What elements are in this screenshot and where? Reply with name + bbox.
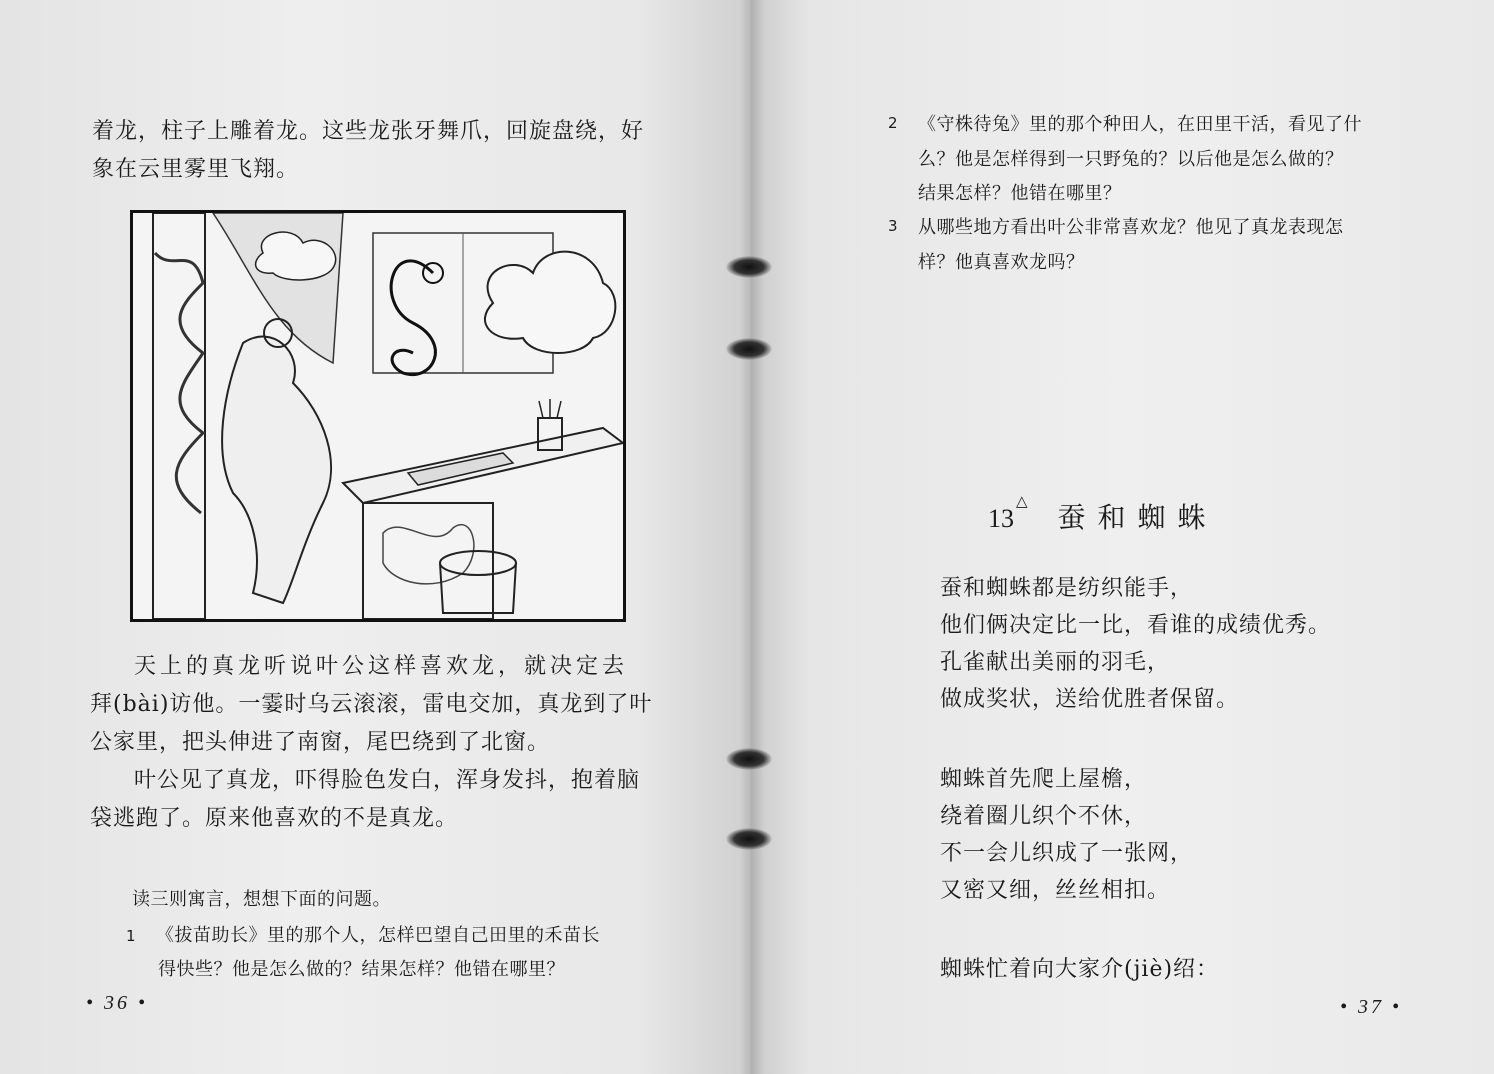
book-gutter [740, 0, 764, 1074]
pillar-dragon-carving [155, 253, 203, 513]
stool-top [440, 551, 516, 575]
question-3-number: 3 [888, 217, 898, 235]
stanza-1-line-4: 做成奖状，送给优胜者保留。 [940, 687, 1240, 712]
stanza-1-line-1: 蚕和蜘蛛都是纺织能手， [940, 576, 1194, 601]
lesson-title-text: 蚕和蜘蛛 [1057, 501, 1218, 534]
illustration-drawing [133, 213, 623, 619]
cloud-large [485, 252, 615, 353]
stanza-2-line-4: 又密又细，丝丝相扣。 [940, 878, 1171, 903]
page-number-left: • 36 • [86, 992, 149, 1014]
question-1-line-2: 得快些？他是怎么做的？结果怎样？他错在哪里？ [158, 959, 565, 980]
stanza-2-line-2: 绕着圈儿织个不休， [940, 804, 1148, 829]
lesson-title [988, 492, 1218, 536]
stool-body [440, 563, 516, 613]
stanza-2-line-3: 不一会儿织成了一张网， [940, 841, 1194, 866]
lesson-number: 13 [988, 504, 1014, 533]
fleeing-figure [222, 337, 331, 603]
paragraph-1-line-2: 象在云里雾里飞翔。 [92, 157, 300, 182]
pillar-shape [153, 213, 205, 619]
stanza-1-line-2: 他们俩决定比一比，看谁的成绩优秀。 [940, 613, 1332, 638]
question-2-number: 2 [888, 114, 898, 132]
lesson-mark: △ [1016, 492, 1028, 510]
paragraph-2-line-3: 公家里，把头伸进了南窗，尾巴绕到了北窗。 [90, 730, 551, 755]
stanza-3-line-1: 蜘蛛忙着向大家介(jiè)绍： [940, 957, 1220, 982]
question-3-line-1: 从哪些地方看出叶公非常喜欢龙？他见了真龙表现怎 [918, 217, 1344, 238]
binding-hole-3 [726, 748, 772, 770]
question-1-line-1 [126, 924, 600, 948]
binding-hole-1 [726, 256, 772, 278]
paragraph-2-line-1: 天上的真龙听说叶公这样喜欢龙，就决定去 [134, 654, 629, 679]
paragraph-2-line-2: 拜(bài)访他。一霎时乌云滚滚，雷电交加，真龙到了叶 [90, 692, 653, 717]
paragraph-1-line-1: 着龙，柱子上雕着龙。这些龙张牙舞爪，回旋盘绕，好 [92, 119, 645, 144]
stanza-2-line-1: 蜘蛛首先爬上屋檐， [940, 767, 1148, 792]
paragraph-3-line-2: 袋逃跑了。原来他喜欢的不是真龙。 [90, 806, 459, 831]
page-number-right: • 37 • [1340, 996, 1403, 1018]
table-carving [383, 525, 474, 584]
question-2-line-1: 《守株待兔》里的那个种田人，在田里干活，看见了什 [918, 114, 1362, 135]
binding-hole-2 [726, 338, 772, 360]
paragraph-3-line-1: 叶公见了真龙，吓得脸色发白，浑身发抖，抱着脑 [134, 768, 641, 793]
stanza-1-line-3: 孔雀献出美丽的羽毛， [940, 650, 1171, 675]
question-3-line-2: 样？他真喜欢龙吗？ [918, 252, 1085, 273]
question-1-number: 1 [126, 927, 137, 945]
exercise-intro: 读三则寓言，想想下面的问题。 [132, 889, 391, 910]
dragon-scene-illustration [130, 210, 626, 622]
dragon-body [391, 261, 435, 375]
question-2-line-3: 结果怎样？他错在哪里？ [918, 183, 1122, 204]
question-2-line-2: 么？他是怎样得到一只野兔的？以后他是怎么做的？ [918, 149, 1344, 170]
binding-hole-4 [726, 828, 772, 850]
right-page [750, 0, 1494, 1074]
question-1-text-1: 《拔苗助长》里的那个人，怎样巴望自己田里的禾苗长 [156, 925, 600, 946]
